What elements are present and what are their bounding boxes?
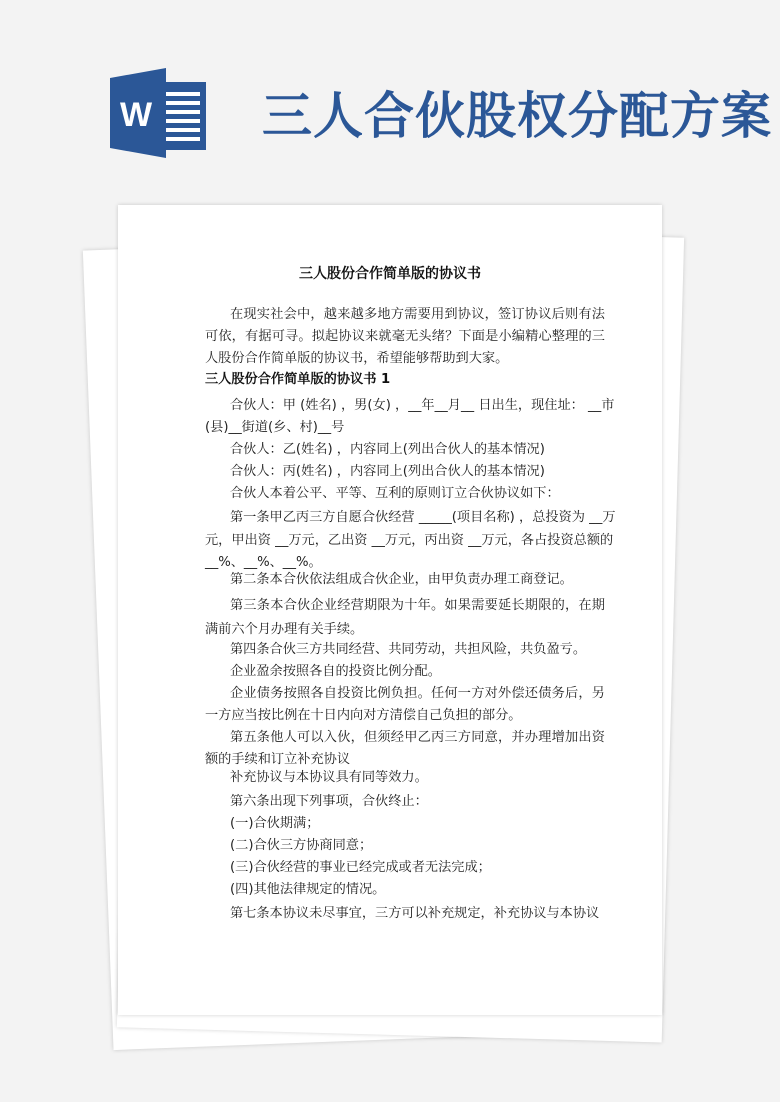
document-line: 可依，有据可寻。拟起协议来就毫无头绪？下面是小编精心整理的三 <box>205 329 605 344</box>
document-line: 第三条本合伙企业经营期限为十年。如果需要延长期限的，在期 <box>230 598 605 613</box>
document-line: 第二条本合伙依法组成合伙企业，由甲负责办理工商登记。 <box>230 572 573 587</box>
document-line: (四)其他法律规定的情况。 <box>230 882 386 897</box>
document-line: 合伙人：乙(姓名) ，内容同上(列出合伙人的基本情况) <box>230 442 545 457</box>
document-line: 额的手续和订立补充协议 <box>205 752 351 767</box>
document-line: __%、__%、__%。 <box>205 555 322 570</box>
document-line: 合伙人本着公平、平等、互利的原则订立合伙协议如下： <box>230 486 560 501</box>
document-title: 三人股份合作简单版的协议书 <box>299 266 481 282</box>
document-line: 第六条出现下列事项，合伙终止： <box>230 794 428 809</box>
word-icon <box>108 68 208 158</box>
document-line: 补充协议与本协议具有同等效力。 <box>230 770 428 785</box>
document-line: (一)合伙期满； <box>230 816 320 831</box>
document-line: 企业债务按照各自投资比例负担。任何一方对外偿还债务后，另 <box>230 686 605 701</box>
document-line: 企业盈余按照各自的投资比例分配。 <box>230 664 441 679</box>
document-line: 元，甲出资 __万元，乙出资 __万元，丙出资 __万元，各占投资总额的 <box>205 533 614 548</box>
document-line: (县)__街道(乡、村)__号 <box>205 420 345 435</box>
document-line: 第四条合伙三方共同经营、共同劳动，共担风险，共负盈亏。 <box>230 642 587 657</box>
document-line: 第五条他人可以入伙，但须经甲乙丙三方同意，并办理增加出资 <box>230 730 605 745</box>
document-line: 在现实社会中，越来越多地方需要用到协议，签订协议后则有法 <box>230 307 605 322</box>
document-line: 一方应当按比例在十日内向对方清偿自己负担的部分。 <box>205 708 522 723</box>
document-line: 第一条甲乙丙三方自愿合伙经营 _____(项目名称) ，总投资为 __万 <box>230 510 616 525</box>
document-line: 合伙人：丙(姓名) ，内容同上(列出合伙人的基本情况) <box>230 464 545 479</box>
document-line: (三)合伙经营的事业已经完成或者无法完成； <box>230 860 491 875</box>
document-line: 第七条本协议未尽事宜，三方可以补充规定，补充协议与本协议 <box>230 906 600 921</box>
banner-title: 三人合伙股权分配方案 <box>262 86 772 145</box>
section-heading: 三人股份合作简单版的协议书 1 <box>205 372 391 387</box>
document-line: (二)合伙三方协商同意； <box>230 838 373 853</box>
document-line: 合伙人：甲 (姓名) ，男(女) ，__年__月__ 日出生，现住址： __市 <box>230 398 615 413</box>
svg-text:W: W <box>119 96 153 134</box>
document-line: 人股份合作简单版的协议书，希望能够帮助到大家。 <box>205 351 509 366</box>
document-line: 满前六个月办理有关手续。 <box>205 622 364 637</box>
